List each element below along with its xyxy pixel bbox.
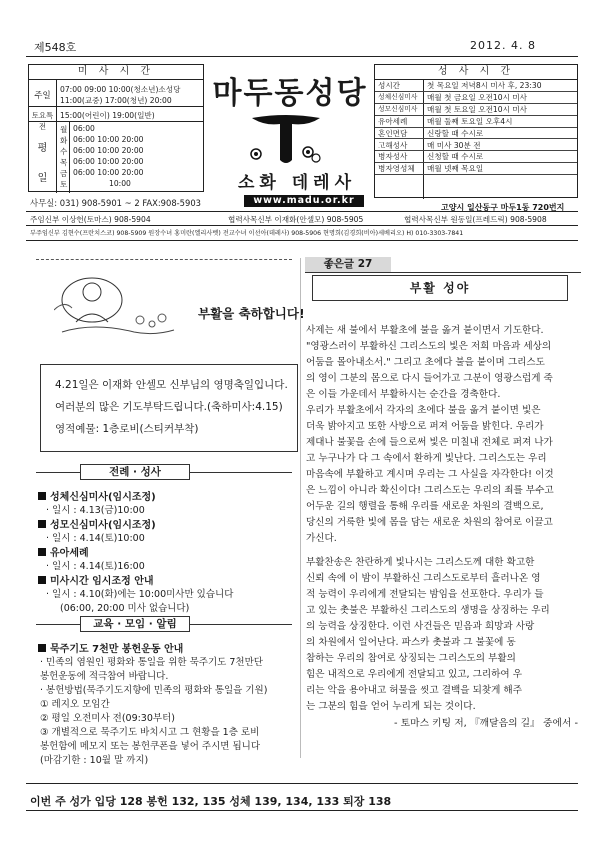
feast-line: 4.21일은 이재화 안셀모 신부님의 영명축일입니다. <box>55 379 288 391</box>
liturgy-item-sub: · 일시 : 4.14(토)10:00 <box>46 533 145 544</box>
weekday-times: 06:00 10:00 20:00 <box>73 146 144 155</box>
liturgy-item-sub: · 일시 : 4.13(금)10:00 <box>46 505 145 516</box>
weekday-label-2: 일 <box>37 173 48 184</box>
liturgy-section-title: 전례 · 성사 <box>80 464 190 480</box>
sacrament-row: 유아세례 매월 둘째 토요일 오후4시 <box>375 116 577 128</box>
weekday-day: 수 <box>60 147 68 156</box>
reading-line: 는 그분의 힘을 얻어 누리게 되는 것이다. <box>306 701 476 712</box>
sacrament-row: 성체신심미사 매월 첫 금요일 오전10시 미사 <box>375 92 577 104</box>
sacraments-title: 성 사 시 간 <box>375 65 577 80</box>
reading-line: 우리가 부활초에서 각자의 초에다 불을 옮겨 붙이면 빛은 <box>306 405 541 416</box>
rosary-line: 봉헌함에 메모지 또는 봉헌쿠폰을 넣어 주시면 됩니다 <box>40 741 261 752</box>
reading-line: 은 이들 가운데서 부활하시는 순간을 경축한다. <box>306 389 501 400</box>
sunday-line-1: 07:00 09:00 10:00(청소년)소성당 <box>60 85 181 94</box>
parish-name: 소화 데레사 <box>237 173 357 193</box>
weekday-day: 금 <box>60 169 68 178</box>
reading-line: 신뢰 속에 이 밤이 부활하신 그리스도로부터 흘러나온 영 <box>306 573 541 584</box>
easter-greeting: 부활을 축하합니다! <box>198 306 305 321</box>
hymn-numbers: 이번 주 성가 입당 128 봉헌 132, 135 성체 139, 134, 133 퇴장 138 <box>30 795 392 808</box>
reading-line: 고 누구나가 다 그 속에서 환하게 빛난다. 그리스도는 우리 <box>306 453 547 464</box>
reading-line: 리는 악을 용아내고 허물을 씻고 결백을 되찾게 해주 <box>306 685 522 696</box>
reading-line: 의 영이 그분의 몸으로 다시 들어가고 그분이 영광스럽게 죽 <box>306 373 553 384</box>
issue-date: 2012. 4. 8 <box>470 39 536 52</box>
rosary-line: ③ 개별적으로 묵주기도 바치시고 그 현황을 1층 로비 <box>40 727 260 738</box>
reading-line: 어두운 길의 행렬을 통해 우리를 새로운 차원의 결백으로, <box>306 501 544 512</box>
easter-illustration-icon <box>54 270 194 342</box>
reading-line: 제대나 불꽃을 손에 들으로써 빛은 미칠내 전체로 퍼져 나가 <box>306 437 553 448</box>
liturgy-item-head: 유아세례 <box>38 544 89 559</box>
sacrament-row: 성시간 첫 목요일 저녁8시 미사 후, 23:30 <box>375 80 577 92</box>
rosary-line: ② 평일 오전미사 전(09:30부터) <box>40 713 175 724</box>
weekday-times: 06:00 10:00 20:00 <box>73 157 144 166</box>
sacrament-row: 혼인면담 신랑할 때 수시로 <box>375 128 577 140</box>
church-address: 고양시 일산동구 마두1동 720번지 <box>441 203 565 212</box>
rosary-line: · 봉헌방법(묵주기도지향에 민족의 평화와 통일을 기원) <box>40 685 268 696</box>
reading-line: 의 차원에서 일어난다. 파스카 촛불과 그 불꽃에 동 <box>306 637 516 648</box>
reading-line: 은 느낌이 아니라 확신이다! 그리스도는 우리의 죄를 부수고 <box>306 485 554 496</box>
weekday-day: 토 <box>60 180 68 189</box>
reading-line: 의 능력을 상징한다. 이런 사건들은 믿음과 희망과 사랑 <box>306 621 535 632</box>
sacraments-table <box>374 64 578 198</box>
reading-line: 부활찬송은 찬란하게 빛나시는 그리스도께 대한 확고한 <box>306 557 535 568</box>
liturgy-item-extra: (06:00, 20:00 미사 없습니다) <box>60 603 190 614</box>
church-name: 마두동성당 <box>212 76 368 111</box>
weekday-day: 목 <box>60 158 68 167</box>
reading-line: 사제는 새 불에서 부활초에 불을 옮겨 붙이면서 기도한다. <box>306 325 544 336</box>
sacrament-row: 병자영성체 매월 넷째 목요일 <box>375 163 577 175</box>
reading-line: 당신의 거룩한 빛에 몸을 담는 새로운 차원의 참여로 이끌고 <box>306 517 553 528</box>
liturgy-item-sub: · 일시 : 4.10(화)에는 10:00미사만 있습니다 <box>46 589 234 600</box>
weekday-label-1: 평 <box>37 143 48 154</box>
education-section-title: 교육 · 모임 · 알림 <box>80 616 190 632</box>
website-url: www.madu.or.kr <box>244 195 364 207</box>
weekday-times: 06:00 <box>73 124 95 133</box>
feast-line: 영적예물: 1층로비(스티커부착) <box>55 423 199 435</box>
rosary-line: · 민족의 염원인 평화와 통일을 위한 묵주기도 7천만단 <box>40 657 263 668</box>
cross-logo-icon <box>246 110 326 166</box>
sacrament-row: 고해성사 매 미사 30분 전 <box>375 140 577 152</box>
liturgy-item-sub: · 일시 : 4.14(토)16:00 <box>46 561 145 572</box>
office-phone: 사무실: 031) 908-5901 ~ 2 FAX:908-5903 <box>30 198 201 208</box>
reading-line: 적 능력이 우리에게 전달되는 밤임을 선포한다. 우리가 들 <box>306 589 544 600</box>
reading-line: 고 있는 촛불은 부활하신 그리스도의 생명을 상징하는 우리 <box>306 605 550 616</box>
weekday-times: 06:00 10:00 20:00 <box>73 135 144 144</box>
mass-times-table <box>28 64 204 192</box>
sacrament-row: 병자성사 신청할 때 수시로 <box>375 151 577 163</box>
staff-contacts: 부주임신부 김현수(프란치스코) 908-5909 원장수녀 홍미란(엘리사벳) 전교수녀 이선아(데레사) 908-5906 현명희(김경희(비아)세베리오) H) 010-3303-7841 <box>30 230 464 237</box>
weekday-times: 10:00 <box>109 179 131 188</box>
reading-title: 부활 성야 <box>312 275 568 301</box>
assistant-priest-contact: 협력사목신부 이재화(안셀모) 908-5905 <box>228 215 364 224</box>
feast-line: 여러분의 많은 기도부탁드립니다.(축하미사:4.15) <box>55 401 283 413</box>
weekday-day: 월 <box>60 125 68 134</box>
saturday-line: 15:00(어린이) 19:00(일반) <box>60 111 155 120</box>
issue-number: 제548호 <box>34 41 77 54</box>
rosary-line: (마감기한 : 10월 말 까지) <box>40 755 149 766</box>
rosary-line: 봉헌운동에 적극참여 바랍니다. <box>40 671 169 682</box>
column-tab: 좋은글 27 <box>305 257 391 272</box>
reading-line: 가신다. <box>306 533 337 544</box>
liturgy-item-head: 성모신심미사(임시조정) <box>38 516 156 531</box>
reading-line: 더욱 밝아지고 또한 사방으로 퍼져 어둠을 밝힌다. 우리가 <box>306 421 544 432</box>
sacrament-row: 성모신심미사 매월 첫 토요일 오전10시 미사 <box>375 104 577 116</box>
reading-line: "영광스러이 부활하신 그리스도의 빛은 저희 마음과 세상의 <box>306 341 552 352</box>
sunday-line-2: 11:00(교중) 17:00(청년) 20:00 <box>60 96 172 105</box>
liturgy-item-head: 미사시간 임시조정 안내 <box>38 572 154 587</box>
reading-line: 마음속에 부활하고 계시며 우리는 그 사실을 자각한다! 이것 <box>306 469 554 480</box>
assistant-priest-contact-2: 협력사목신부 원동일(프레드릭) 908-5908 <box>404 215 547 224</box>
feast-day-notice <box>40 364 298 452</box>
weekday-day: 화 <box>60 136 68 145</box>
top-rule <box>26 56 578 57</box>
rosary-campaign-head: 묵주기도 7천만 봉헌운동 안내 <box>38 640 183 655</box>
reading-source: - 토마스 키팅 저, 『깨달음의 길』 중에서 - <box>394 718 579 729</box>
reading-line: 힘은 내적으로 우리에게 전달되고 있고, 그리하여 우 <box>306 669 522 680</box>
rosary-line: ① 레지오 모임간 <box>40 699 110 710</box>
sunday-label: 주일 <box>34 91 51 101</box>
reading-line: 참하는 우리의 참여로 상징되는 그리스도의 부활의 <box>306 653 516 664</box>
saturday-label: 토요특전 <box>31 111 54 131</box>
pastor-contact: 주임신부 이상헌(토마스) 908-5904 <box>30 215 151 224</box>
weekday-times: 06:00 10:00 20:00 <box>73 168 144 177</box>
reading-line: 어둠을 몰아내소서." 그리고 초에다 불을 붙이며 그리스도 <box>306 357 545 368</box>
liturgy-item-head: 성체신심미사(임시조정) <box>38 488 156 503</box>
mass-times-title: 미 사 시 간 <box>29 65 203 80</box>
